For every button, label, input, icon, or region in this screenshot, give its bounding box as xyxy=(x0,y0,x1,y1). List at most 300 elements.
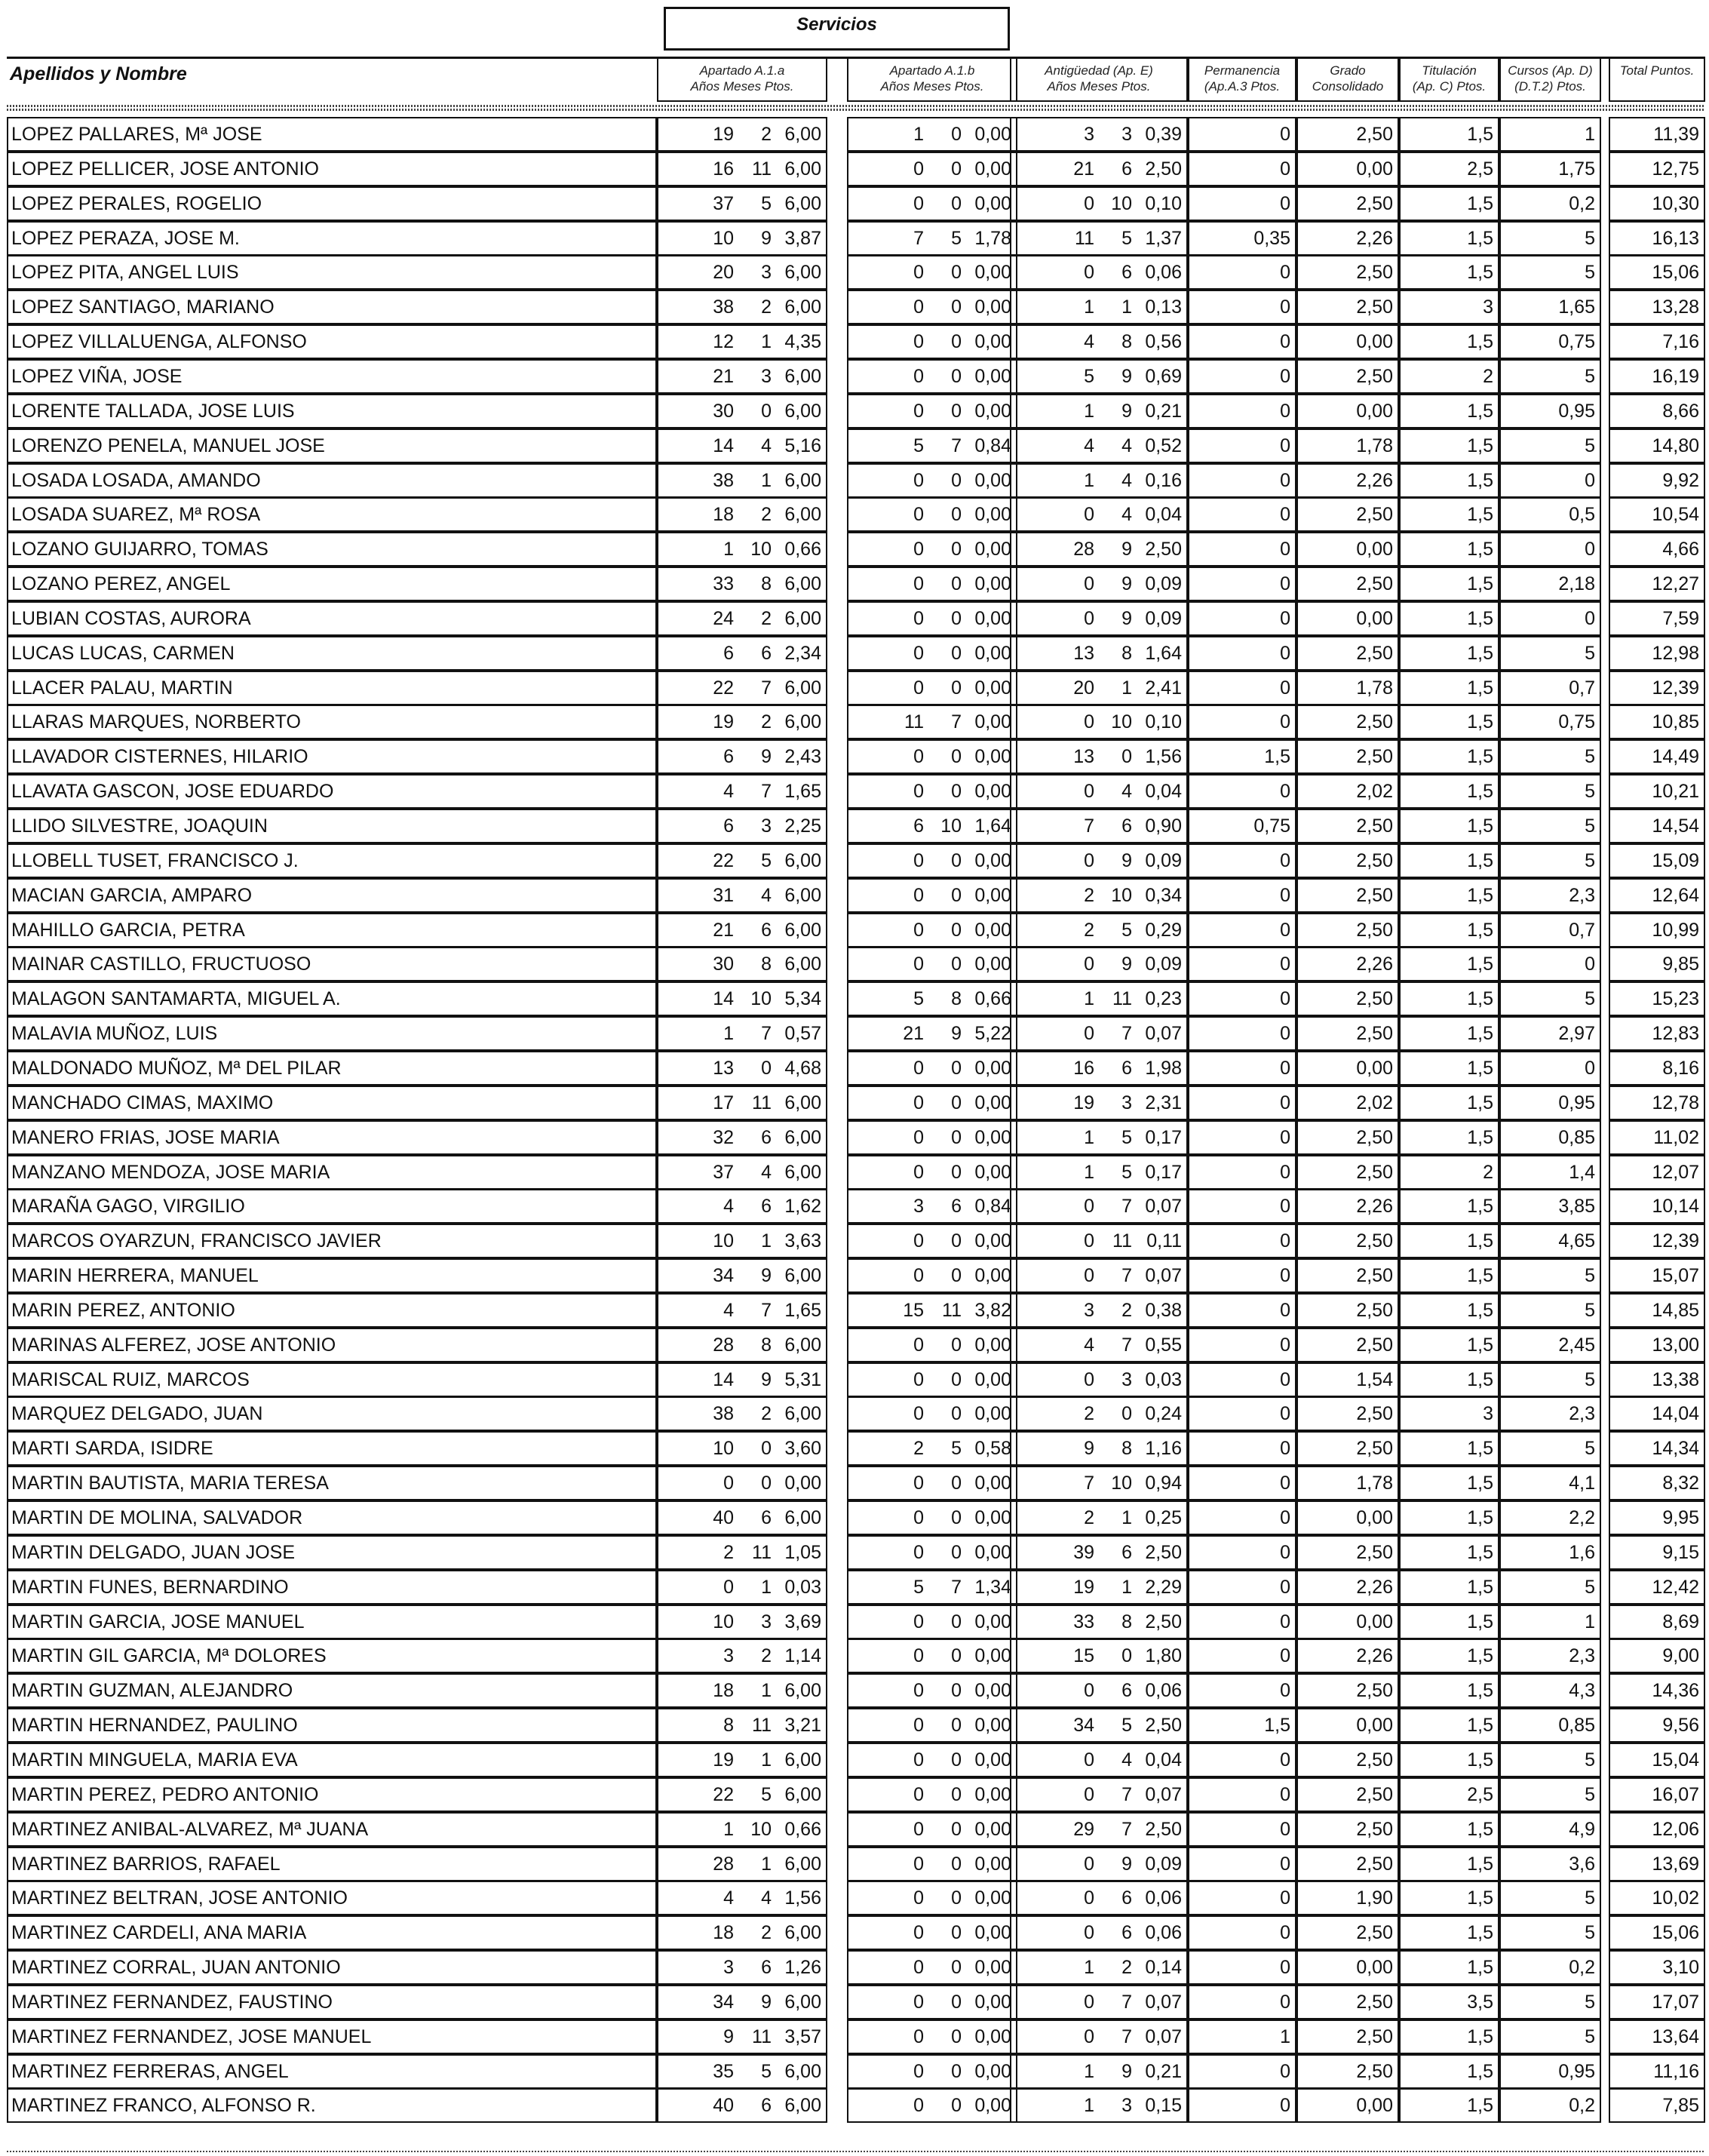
apartado-a1a-points: 0,00 xyxy=(784,1473,821,1494)
antiguedad-months: 6 xyxy=(1121,1680,1132,1701)
apartado-a1b-months: 0 xyxy=(951,470,962,491)
table-row xyxy=(7,947,1705,981)
antiguedad-months: 1 xyxy=(1121,1507,1132,1528)
cell-total: 8,66 xyxy=(1609,394,1705,428)
apartado-a1b-years: 5 xyxy=(913,1577,924,1598)
table-row xyxy=(7,1293,1705,1328)
apartado-a1b-points: 0,00 xyxy=(974,1611,1011,1632)
cell-apartado-a1a xyxy=(657,428,827,463)
cell-total: 15,06 xyxy=(1609,255,1705,290)
antiguedad-points: 2,50 xyxy=(1145,158,1182,180)
antiguedad-years: 2 xyxy=(1084,1507,1094,1528)
table-row xyxy=(7,843,1705,878)
cell-titulacion: 1,5 xyxy=(1399,843,1499,878)
apartado-a1b-months: 0 xyxy=(951,1092,962,1113)
cell-antiguedad xyxy=(1010,739,1188,774)
apartado-a1b-months: 0 xyxy=(951,1507,962,1528)
cell-total: 16,07 xyxy=(1609,1777,1705,1812)
cell-permanencia: 0 xyxy=(1188,843,1296,878)
apartado-a1a-months: 10 xyxy=(750,539,772,560)
cell-grado: 2,50 xyxy=(1296,186,1399,221)
cell-antiguedad xyxy=(1010,1431,1188,1466)
apartado-a1b-years: 0 xyxy=(913,1992,924,2013)
cell-total: 13,28 xyxy=(1609,290,1705,324)
apartado-a1a-points: 6,00 xyxy=(784,920,821,941)
cell-cursos: 5 xyxy=(1499,981,1601,1016)
antiguedad-points: 0,11 xyxy=(1146,1230,1182,1252)
apartado-a1a-points: 6,00 xyxy=(784,296,821,318)
cell-antiguedad xyxy=(1010,1950,1188,1985)
cell-apartado-a1b xyxy=(847,290,1017,324)
apartado-a1b-points: 0,00 xyxy=(974,920,1011,941)
cell-titulacion: 1,5 xyxy=(1399,1051,1499,1086)
apartado-a1a-years: 10 xyxy=(713,1438,734,1459)
antiguedad-months: 10 xyxy=(1111,885,1132,906)
apartado-a1b-points: 0,00 xyxy=(974,1819,1011,1840)
cell-apartado-a1b xyxy=(847,567,1017,601)
cell-name: LOZANO PEREZ, ANGEL xyxy=(7,567,657,601)
cell-antiguedad xyxy=(1010,255,1188,290)
cell-titulacion: 1,5 xyxy=(1399,1915,1499,1950)
cell-apartado-a1b xyxy=(847,117,1017,152)
apartado-a1b-years: 0 xyxy=(913,746,924,767)
cell-total: 11,16 xyxy=(1609,2054,1705,2089)
cell-total: 15,06 xyxy=(1609,1915,1705,1950)
apartado-a1a-years: 34 xyxy=(713,1992,734,2013)
cell-apartado-a1b xyxy=(847,1328,1017,1362)
apartado-a1b-months: 0 xyxy=(951,2026,962,2047)
apartado-a1a-years: 28 xyxy=(713,1334,734,1356)
apartado-a1a-points: 6,00 xyxy=(784,677,821,699)
cell-total: 10,21 xyxy=(1609,774,1705,809)
cell-apartado-a1b xyxy=(847,1570,1017,1605)
cell-cursos: 5 xyxy=(1499,1362,1601,1397)
apartado-a1b-points: 0,00 xyxy=(974,296,1011,318)
apartado-a1a-points: 6,00 xyxy=(784,608,821,629)
apartado-a1b-points: 0,00 xyxy=(974,573,1011,594)
cell-titulacion: 1,5 xyxy=(1399,1224,1499,1258)
apartado-a1a-years: 1 xyxy=(723,1023,734,1044)
apartado-a1a-months: 11 xyxy=(752,1542,772,1563)
cell-cursos: 5 xyxy=(1499,843,1601,878)
apartado-a1b-years: 0 xyxy=(913,1784,924,1805)
table-row xyxy=(7,1466,1705,1500)
antiguedad-points: 0,14 xyxy=(1145,1957,1182,1978)
antiguedad-points: 0,69 xyxy=(1145,366,1182,387)
cell-apartado-a1a xyxy=(657,671,827,705)
apartado-a1a-years: 22 xyxy=(713,850,734,871)
cell-total: 14,80 xyxy=(1609,428,1705,463)
apartado-a1a-years: 18 xyxy=(713,1922,734,1943)
apartado-a1a-points: 1,62 xyxy=(784,1196,821,1217)
apartado-a1a-months: 8 xyxy=(761,1334,772,1356)
cell-permanencia: 0 xyxy=(1188,255,1296,290)
cell-antiguedad xyxy=(1010,1258,1188,1293)
table-row xyxy=(7,1258,1705,1293)
apartado-a1a-years: 40 xyxy=(713,1507,734,1528)
cell-grado: 0,00 xyxy=(1296,601,1399,636)
cell-apartado-a1b xyxy=(847,1396,1017,1431)
cell-permanencia: 0 xyxy=(1188,636,1296,671)
cell-grado: 2,50 xyxy=(1296,1224,1399,1258)
apartado-a1a-points: 6,00 xyxy=(784,124,821,145)
apartado-a1b-months: 0 xyxy=(951,193,962,214)
table-row xyxy=(7,532,1705,567)
cell-apartado-a1b xyxy=(847,1673,1017,1708)
antiguedad-points: 2,50 xyxy=(1145,539,1182,560)
cell-name: MARTIN BAUTISTA, MARIA TERESA xyxy=(7,1466,657,1500)
apartado-a1b-points: 0,00 xyxy=(974,470,1011,491)
cell-titulacion: 2,5 xyxy=(1399,1777,1499,1812)
separator-bottom xyxy=(7,2151,1705,2152)
antiguedad-years: 20 xyxy=(1073,677,1094,699)
cell-permanencia: 1,5 xyxy=(1188,739,1296,774)
apartado-a1a-years: 38 xyxy=(713,470,734,491)
header-antiguedad xyxy=(1010,59,1188,102)
cell-apartado-a1a xyxy=(657,1051,827,1086)
cell-antiguedad xyxy=(1010,497,1188,532)
apartado-a1b-points: 0,00 xyxy=(974,1162,1011,1183)
cell-apartado-a1a xyxy=(657,2088,827,2123)
cell-permanencia: 0 xyxy=(1188,1466,1296,1500)
cell-cursos: 2,45 xyxy=(1499,1328,1601,1362)
cell-apartado-a1a xyxy=(657,1016,827,1051)
apartado-a1b-years: 0 xyxy=(913,781,924,802)
cell-apartado-a1a xyxy=(657,1189,827,1224)
antiguedad-years: 0 xyxy=(1084,1680,1094,1701)
apartado-a1b-years: 5 xyxy=(913,435,924,456)
cell-name: MARINAS ALFEREZ, JOSE ANTONIO xyxy=(7,1328,657,1362)
cell-total: 4,66 xyxy=(1609,532,1705,567)
apartado-a1b-years: 0 xyxy=(913,193,924,214)
cell-apartado-a1b xyxy=(847,1743,1017,1777)
apartado-a1b-months: 0 xyxy=(951,746,962,767)
apartado-a1a-points: 6,00 xyxy=(784,1127,821,1148)
cell-apartado-a1b xyxy=(847,394,1017,428)
cell-titulacion: 1,5 xyxy=(1399,463,1499,498)
cell-apartado-a1b xyxy=(847,671,1017,705)
cell-total: 14,54 xyxy=(1609,809,1705,843)
cell-total: 12,07 xyxy=(1609,1155,1705,1190)
apartado-a1a-points: 6,00 xyxy=(784,470,821,491)
cell-total: 15,07 xyxy=(1609,1258,1705,1293)
antiguedad-points: 0,17 xyxy=(1145,1162,1182,1183)
apartado-a1a-years: 14 xyxy=(713,1369,734,1390)
apartado-a1a-points: 6,00 xyxy=(784,158,821,180)
cell-apartado-a1b xyxy=(847,1362,1017,1397)
cell-grado: 0,00 xyxy=(1296,532,1399,567)
cell-permanencia: 1 xyxy=(1188,2019,1296,2054)
apartado-a1b-months: 0 xyxy=(951,158,962,180)
apartado-a1a-years: 6 xyxy=(723,815,734,837)
cell-name: MANERO FRIAS, JOSE MARIA xyxy=(7,1120,657,1155)
apartado-a1a-years: 16 xyxy=(713,158,734,180)
cell-titulacion: 3 xyxy=(1399,290,1499,324)
apartado-a1b-points: 0,00 xyxy=(974,1853,1011,1875)
cell-grado: 2,50 xyxy=(1296,497,1399,532)
apartado-a1a-points: 6,00 xyxy=(784,1265,821,1286)
apartado-a1b-months: 0 xyxy=(951,124,962,145)
apartado-a1a-months: 6 xyxy=(761,920,772,941)
apartado-a1b-years: 0 xyxy=(913,1058,924,1079)
cell-cursos: 5 xyxy=(1499,359,1601,394)
apartado-a1a-years: 38 xyxy=(713,296,734,318)
antiguedad-points: 0,17 xyxy=(1145,1127,1182,1148)
apartado-a1a-months: 2 xyxy=(761,1645,772,1666)
cell-total: 10,54 xyxy=(1609,497,1705,532)
cell-name: MACIAN GARCIA, AMPARO xyxy=(7,878,657,913)
apartado-a1a-years: 4 xyxy=(723,781,734,802)
antiguedad-months: 7 xyxy=(1121,2026,1132,2047)
cell-titulacion: 1,5 xyxy=(1399,2054,1499,2089)
cell-cursos: 5 xyxy=(1499,2019,1601,2054)
cell-titulacion: 1,5 xyxy=(1399,1847,1499,1881)
apartado-a1a-points: 0,66 xyxy=(784,1819,821,1840)
apartado-a1b-months: 0 xyxy=(951,504,962,525)
antiguedad-years: 1 xyxy=(1084,401,1094,422)
apartado-a1a-points: 6,00 xyxy=(784,1403,821,1424)
cell-permanencia: 0 xyxy=(1188,1743,1296,1777)
apartado-a1a-points: 6,00 xyxy=(784,954,821,975)
cell-apartado-a1b xyxy=(847,186,1017,221)
antiguedad-months: 9 xyxy=(1121,1853,1132,1875)
cell-cursos: 5 xyxy=(1499,774,1601,809)
apartado-a1b-points: 0,66 xyxy=(974,988,1011,1009)
cell-cursos: 0,2 xyxy=(1499,1950,1601,1985)
apartado-a1b-points: 0,00 xyxy=(974,781,1011,802)
apartado-a1b-months: 9 xyxy=(951,1023,962,1044)
apartado-a1b-years: 0 xyxy=(913,539,924,560)
apartado-a1b-years: 0 xyxy=(913,1162,924,1183)
cell-antiguedad xyxy=(1010,463,1188,498)
apartado-a1a-years: 4 xyxy=(723,1300,734,1321)
apartado-a1b-years: 0 xyxy=(913,1611,924,1632)
cell-permanencia: 0 xyxy=(1188,359,1296,394)
apartado-a1a-points: 4,35 xyxy=(784,331,821,352)
apartado-a1b-months: 10 xyxy=(940,815,962,837)
cell-total: 16,13 xyxy=(1609,221,1705,256)
apartado-a1a-points: 1,56 xyxy=(784,1887,821,1909)
apartado-a1a-months: 5 xyxy=(761,850,772,871)
apartado-a1a-months: 3 xyxy=(761,366,772,387)
apartado-a1b-months: 0 xyxy=(951,1542,962,1563)
cell-cursos: 1,6 xyxy=(1499,1535,1601,1570)
apartado-a1a-months: 2 xyxy=(761,608,772,629)
cell-titulacion: 1,5 xyxy=(1399,324,1499,359)
apartado-a1b-months: 0 xyxy=(951,1369,962,1390)
antiguedad-years: 1 xyxy=(1084,296,1094,318)
cell-antiguedad xyxy=(1010,1881,1188,1915)
cell-total: 9,00 xyxy=(1609,1638,1705,1673)
antiguedad-points: 0,39 xyxy=(1145,124,1182,145)
apartado-a1a-points: 2,34 xyxy=(784,643,821,664)
antiguedad-years: 1 xyxy=(1084,1127,1094,1148)
antiguedad-years: 0 xyxy=(1084,954,1094,975)
apartado-a1b-months: 5 xyxy=(951,1438,962,1459)
cell-cursos: 5 xyxy=(1499,1743,1601,1777)
cell-cursos: 0 xyxy=(1499,947,1601,981)
antiguedad-points: 0,90 xyxy=(1145,815,1182,837)
apartado-a1b-months: 7 xyxy=(951,711,962,732)
apartado-a1a-points: 1,65 xyxy=(784,781,821,802)
apartado-a1b-months: 0 xyxy=(951,262,962,283)
antiguedad-points: 0,09 xyxy=(1145,954,1182,975)
table-row xyxy=(7,1777,1705,1812)
cell-apartado-a1b xyxy=(847,1258,1017,1293)
apartado-a1a-years: 12 xyxy=(713,331,734,352)
cell-grado: 0,00 xyxy=(1296,1708,1399,1743)
antiguedad-years: 4 xyxy=(1084,331,1094,352)
apartado-a1b-points: 0,00 xyxy=(974,1473,1011,1494)
cell-antiguedad xyxy=(1010,601,1188,636)
antiguedad-points: 0,15 xyxy=(1145,2095,1182,2116)
cell-apartado-a1a xyxy=(657,774,827,809)
cell-titulacion: 1,5 xyxy=(1399,1258,1499,1293)
apartado-a1b-years: 2 xyxy=(913,1438,924,1459)
cell-apartado-a1b xyxy=(847,1535,1017,1570)
cell-titulacion: 1,5 xyxy=(1399,1605,1499,1639)
table-row xyxy=(7,1189,1705,1224)
antiguedad-years: 13 xyxy=(1073,643,1094,664)
cell-name: MARTINEZ FERRERAS, ANGEL xyxy=(7,2054,657,2089)
apartado-a1b-years: 0 xyxy=(913,954,924,975)
cell-antiguedad xyxy=(1010,1985,1188,2019)
cell-antiguedad xyxy=(1010,809,1188,843)
apartado-a1b-months: 0 xyxy=(951,1403,962,1424)
antiguedad-years: 0 xyxy=(1084,1023,1094,1044)
cell-apartado-a1a xyxy=(657,913,827,947)
cell-name: MAINAR CASTILLO, FRUCTUOSO xyxy=(7,947,657,981)
header-grado xyxy=(1296,59,1399,102)
antiguedad-points: 0,23 xyxy=(1145,988,1182,1009)
apartado-a1b-points: 0,00 xyxy=(974,746,1011,767)
cell-antiguedad xyxy=(1010,2019,1188,2054)
apartado-a1b-months: 0 xyxy=(951,366,962,387)
cell-grado: 2,50 xyxy=(1296,809,1399,843)
cell-cursos: 5 xyxy=(1499,636,1601,671)
antiguedad-points: 0,04 xyxy=(1145,781,1182,802)
cell-antiguedad xyxy=(1010,1915,1188,1950)
apartado-a1a-months: 2 xyxy=(761,504,772,525)
cell-apartado-a1b xyxy=(847,1431,1017,1466)
apartado-a1b-years: 0 xyxy=(913,1680,924,1701)
cell-total: 3,10 xyxy=(1609,1950,1705,1985)
cell-apartado-a1b xyxy=(847,1847,1017,1881)
apartado-a1a-years: 18 xyxy=(713,504,734,525)
cell-cursos: 5 xyxy=(1499,1293,1601,1328)
apartado-a1a-points: 1,05 xyxy=(784,1542,821,1563)
cell-total: 13,64 xyxy=(1609,2019,1705,2054)
cell-antiguedad xyxy=(1010,878,1188,913)
apartado-a1a-years: 6 xyxy=(723,643,734,664)
cell-total: 12,83 xyxy=(1609,1016,1705,1051)
cell-titulacion: 1,5 xyxy=(1399,1638,1499,1673)
cell-titulacion: 1,5 xyxy=(1399,913,1499,947)
apartado-a1b-points: 0,00 xyxy=(974,2026,1011,2047)
cell-total: 9,56 xyxy=(1609,1708,1705,1743)
apartado-a1a-months: 3 xyxy=(761,815,772,837)
apartado-a1a-points: 1,26 xyxy=(784,1957,821,1978)
apartado-a1a-years: 28 xyxy=(713,1853,734,1875)
cell-permanencia: 0 xyxy=(1188,290,1296,324)
antiguedad-months: 6 xyxy=(1121,1058,1132,1079)
cell-name: MARAÑA GAGO, VIRGILIO xyxy=(7,1189,657,1224)
apartado-a1b-months: 0 xyxy=(951,885,962,906)
antiguedad-points: 0,04 xyxy=(1145,504,1182,525)
cell-apartado-a1a xyxy=(657,1086,827,1120)
table-row xyxy=(7,463,1705,498)
cell-antiguedad xyxy=(1010,1120,1188,1155)
cell-apartado-a1b xyxy=(847,1189,1017,1224)
antiguedad-points: 0,52 xyxy=(1145,435,1182,456)
cell-permanencia: 0 xyxy=(1188,1570,1296,1605)
apartado-a1a-years: 4 xyxy=(723,1196,734,1217)
cell-titulacion: 1,5 xyxy=(1399,1500,1499,1535)
cell-apartado-a1b xyxy=(847,1155,1017,1190)
antiguedad-months: 6 xyxy=(1121,158,1132,180)
antiguedad-points: 0,06 xyxy=(1145,262,1182,283)
cell-permanencia: 0 xyxy=(1188,1950,1296,1985)
antiguedad-years: 19 xyxy=(1073,1092,1094,1113)
cell-grado: 2,50 xyxy=(1296,843,1399,878)
antiguedad-points: 0,07 xyxy=(1145,1196,1182,1217)
apartado-a1a-points: 3,60 xyxy=(784,1438,821,1459)
apartado-a1a-months: 9 xyxy=(761,746,772,767)
cell-name: MARTIN GARCIA, JOSE MANUEL xyxy=(7,1605,657,1639)
apartado-a1a-years: 6 xyxy=(723,746,734,767)
apartado-a1b-years: 0 xyxy=(913,1542,924,1563)
cell-apartado-a1a xyxy=(657,186,827,221)
table-row xyxy=(7,1086,1705,1120)
cell-apartado-a1b xyxy=(847,2019,1017,2054)
apartado-a1b-points: 0,00 xyxy=(974,608,1011,629)
antiguedad-points: 2,29 xyxy=(1145,1577,1182,1598)
cell-antiguedad xyxy=(1010,428,1188,463)
table-row xyxy=(7,1812,1705,1847)
apartado-a1a-points: 6,00 xyxy=(784,850,821,871)
cell-grado: 2,50 xyxy=(1296,359,1399,394)
antiguedad-months: 3 xyxy=(1121,1369,1132,1390)
cell-titulacion: 1,5 xyxy=(1399,221,1499,256)
cell-total: 12,27 xyxy=(1609,567,1705,601)
header-cursos-title: Cursos (Ap. D) xyxy=(1508,63,1593,78)
header-perm-sub: (Ap.A.3 Ptos. xyxy=(1204,79,1281,94)
apartado-a1a-months: 0 xyxy=(761,1473,772,1494)
apartado-a1a-years: 10 xyxy=(713,1611,734,1632)
cell-antiguedad xyxy=(1010,186,1188,221)
apartado-a1b-years: 0 xyxy=(913,366,924,387)
antiguedad-points: 0,04 xyxy=(1145,1749,1182,1771)
cell-grado: 0,00 xyxy=(1296,2088,1399,2123)
antiguedad-months: 11 xyxy=(1112,988,1132,1009)
cell-name: MARTINEZ FERNANDEZ, JOSE MANUEL xyxy=(7,2019,657,2054)
cell-apartado-a1a xyxy=(657,1915,827,1950)
apartado-a1a-years: 10 xyxy=(713,228,734,249)
cell-apartado-a1a xyxy=(657,981,827,1016)
cell-antiguedad xyxy=(1010,1847,1188,1881)
apartado-a1b-points: 0,00 xyxy=(974,504,1011,525)
cell-apartado-a1a xyxy=(657,1155,827,1190)
cell-cursos: 0,85 xyxy=(1499,1120,1601,1155)
antiguedad-points: 2,31 xyxy=(1145,1092,1182,1113)
cell-grado: 2,50 xyxy=(1296,290,1399,324)
cell-permanencia: 0 xyxy=(1188,1812,1296,1847)
apartado-a1a-years: 3 xyxy=(723,1645,734,1666)
apartado-a1b-years: 0 xyxy=(913,1507,924,1528)
apartado-a1b-months: 0 xyxy=(951,954,962,975)
cell-permanencia: 0 xyxy=(1188,1673,1296,1708)
table-row xyxy=(7,221,1705,256)
